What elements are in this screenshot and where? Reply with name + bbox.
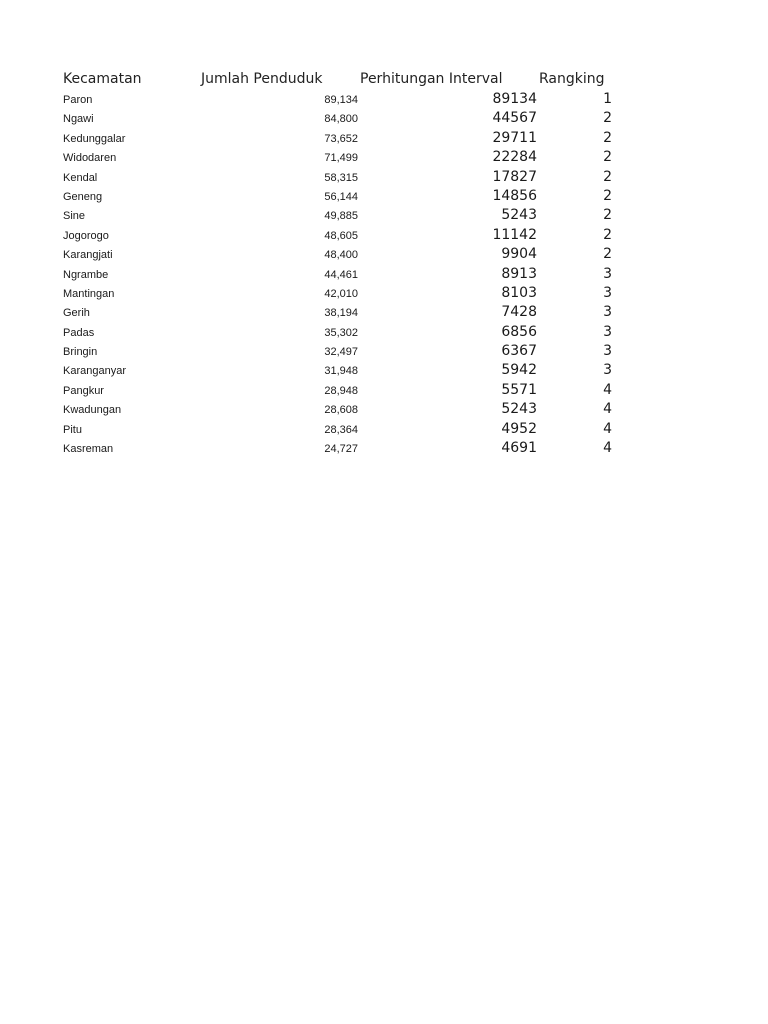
cell-jumlah-penduduk: 48,400 [324,249,358,262]
table-header-row [63,68,623,90]
cell-perhitungan-interval: 22284 [492,149,537,166]
cell-jumlah-penduduk: 38,194 [324,307,358,320]
spreadsheet-table [63,68,623,458]
cell-rangking: 2 [603,110,612,127]
table-body [63,90,623,458]
header-rangking: Rangking [539,71,605,87]
cell-perhitungan-interval: 5571 [501,381,537,398]
cell-perhitungan-interval: 4691 [501,440,537,457]
cell-kecamatan: Paron [63,94,93,106]
cell-rangking: 3 [603,323,612,340]
cell-jumlah-penduduk: 49,885 [324,210,358,223]
cell-kecamatan: Kedunggalar [63,132,126,145]
table-row [63,206,623,225]
table-row [63,400,623,419]
table-row [63,187,623,206]
cell-kecamatan: Jogorogo [63,229,109,242]
cell-kecamatan: Mantingan [63,287,115,300]
cell-rangking: 2 [603,149,612,166]
cell-perhitungan-interval: 44567 [492,110,537,127]
cell-jumlah-penduduk: 28,608 [324,404,358,417]
cell-kecamatan: Sine [63,210,86,223]
cell-jumlah-penduduk: 28,364 [324,423,358,436]
cell-perhitungan-interval: 17827 [492,168,537,185]
cell-kecamatan: Pangkur [63,384,104,397]
cell-jumlah-penduduk: 89,134 [324,94,358,106]
cell-kecamatan: Karangjati [63,249,113,262]
table-row [63,148,623,167]
cell-jumlah-penduduk: 58,315 [324,171,358,184]
table-row [63,226,623,245]
table-row [63,129,623,148]
cell-jumlah-penduduk: 71,499 [324,152,358,165]
cell-jumlah-penduduk: 32,497 [324,346,358,359]
cell-kecamatan: Widodaren [63,152,117,165]
cell-jumlah-penduduk: 84,800 [324,113,358,126]
cell-rangking: 2 [603,246,612,263]
cell-perhitungan-interval: 29711 [492,129,537,146]
cell-jumlah-penduduk: 44,461 [324,268,358,281]
cell-perhitungan-interval: 14856 [492,187,537,204]
table-row [63,323,623,342]
cell-jumlah-penduduk: 28,948 [324,384,358,397]
table-row [63,284,623,303]
cell-kecamatan: Kasreman [63,443,114,456]
cell-kecamatan: Pitu [63,423,82,436]
cell-kecamatan: Ngawi [63,113,94,126]
cell-perhitungan-interval: 89134 [492,91,537,107]
cell-perhitungan-interval: 5243 [501,207,537,224]
cell-perhitungan-interval: 5942 [501,362,537,379]
cell-jumlah-penduduk: 73,652 [324,132,358,145]
cell-kecamatan: Geneng [63,190,103,203]
cell-rangking: 4 [603,440,612,457]
cell-rangking: 2 [603,129,612,146]
table-row [63,109,623,128]
cell-perhitungan-interval: 6367 [501,343,537,360]
cell-kecamatan: Ngrambe [63,268,109,281]
cell-rangking: 2 [603,187,612,204]
header-perhitungan-interval: Perhitungan Interval [360,71,503,87]
cell-jumlah-penduduk: 35,302 [324,326,358,339]
cell-rangking: 1 [603,91,612,107]
cell-jumlah-penduduk: 31,948 [324,365,358,378]
cell-kecamatan: Padas [63,326,95,339]
cell-rangking: 3 [603,304,612,321]
cell-kecamatan: Gerih [63,307,90,320]
cell-perhitungan-interval: 8103 [501,284,537,301]
cell-rangking: 3 [603,362,612,379]
cell-rangking: 2 [603,168,612,185]
cell-perhitungan-interval: 7428 [501,304,537,321]
cell-rangking: 3 [603,265,612,282]
header-kecamatan: Kecamatan [63,71,142,87]
cell-perhitungan-interval: 8913 [501,265,537,282]
header-jumlah-penduduk: Jumlah Penduduk [201,71,323,87]
cell-perhitungan-interval: 5243 [501,401,537,418]
cell-jumlah-penduduk: 24,727 [324,443,358,456]
table-row [63,90,623,109]
cell-rangking: 4 [603,420,612,437]
table-row [63,420,623,439]
cell-kecamatan: Kwadungan [63,404,122,417]
table-row [63,361,623,380]
cell-kecamatan: Karanganyar [63,365,126,378]
cell-jumlah-penduduk: 48,605 [324,229,358,242]
cell-jumlah-penduduk: 56,144 [324,190,358,203]
cell-rangking: 4 [603,381,612,398]
cell-jumlah-penduduk: 42,010 [324,287,358,300]
table-row [63,303,623,322]
cell-perhitungan-interval: 4952 [501,420,537,437]
cell-perhitungan-interval: 11142 [492,226,537,243]
cell-kecamatan: Bringin [63,346,98,359]
table-row [63,265,623,284]
cell-rangking: 3 [603,343,612,360]
cell-rangking: 2 [603,226,612,243]
cell-kecamatan: Kendal [63,171,98,184]
table-row [63,168,623,187]
cell-rangking: 3 [603,284,612,301]
table-row [63,381,623,400]
cell-rangking: 4 [603,401,612,418]
table-row [63,439,623,458]
table-row [63,342,623,361]
cell-rangking: 2 [603,207,612,224]
cell-perhitungan-interval: 9904 [501,246,537,263]
table-row [63,245,623,264]
cell-perhitungan-interval: 6856 [501,323,537,340]
